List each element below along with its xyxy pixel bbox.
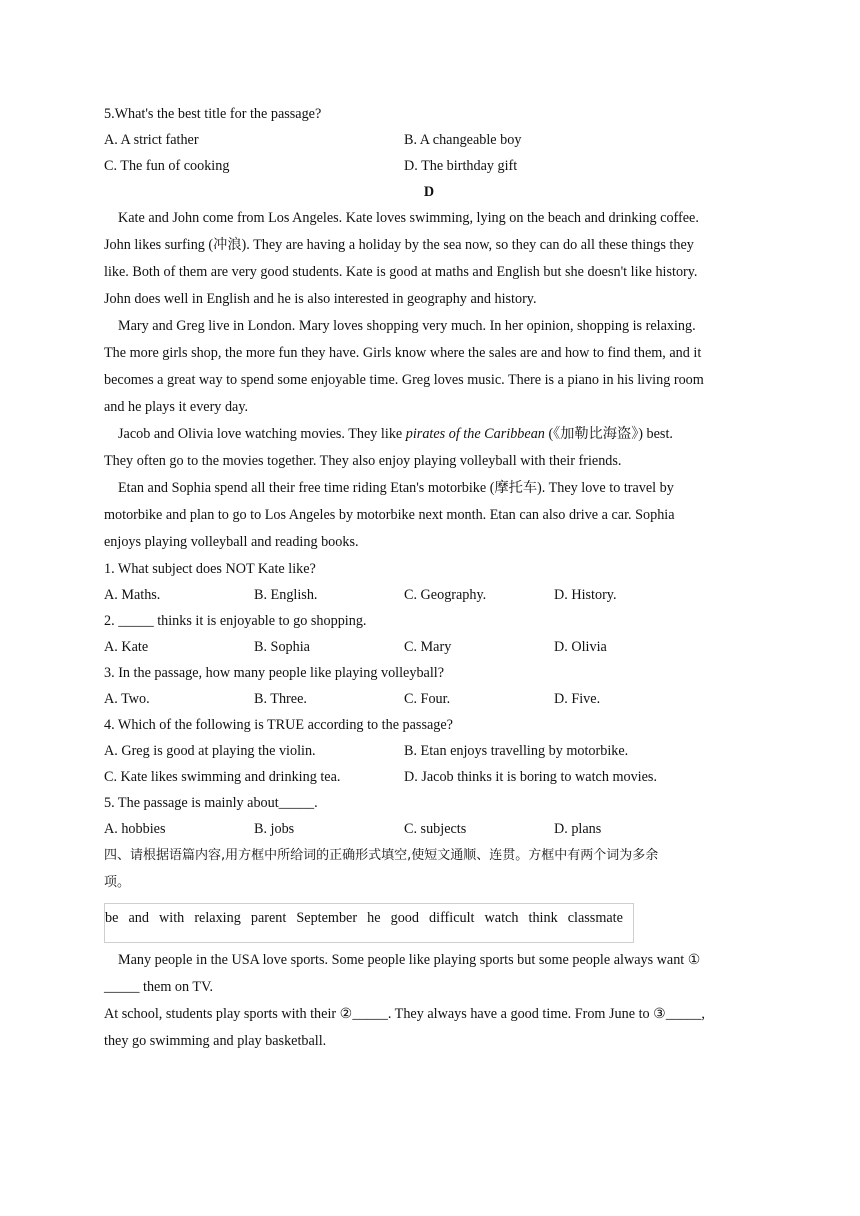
word: difficult xyxy=(429,910,475,926)
question-text: 4. Which of the following is TRUE according to the passage? xyxy=(104,717,453,733)
options-row xyxy=(104,127,754,153)
question-text: 2. _____ thinks it is enjoyable to go shopping. xyxy=(104,613,367,629)
option: C. subjects xyxy=(404,821,467,837)
options-row xyxy=(104,153,754,179)
paragraph xyxy=(104,205,754,313)
option: A. A strict father xyxy=(104,132,199,148)
word: parent xyxy=(250,910,287,926)
word-box xyxy=(104,903,634,943)
section-heading: D xyxy=(423,184,435,200)
paragraph-line: They often go to the movies together. They also enjoy playing volleyball with their friends. xyxy=(104,453,622,469)
option: B. Three. xyxy=(254,691,307,707)
option: B. jobs xyxy=(254,821,295,837)
word: he xyxy=(367,910,381,926)
options-row xyxy=(104,582,754,608)
section-instruction: 四、请根据语篇内容,用方框中所给词的正确形式填空,使短文通顺、连贯。方框中有两个词为多余 xyxy=(104,848,659,863)
option: D. Jacob thinks it is boring to watch movies. xyxy=(404,769,657,785)
italic-title: pirates of the Caribbean xyxy=(405,426,545,442)
question-text: 5. The passage is mainly about_____. xyxy=(104,795,318,811)
option: B. A changeable boy xyxy=(404,132,522,148)
paragraph-line: enjoys playing volleyball and reading books. xyxy=(104,534,359,550)
option: C. Four. xyxy=(404,691,451,707)
option: A. Two. xyxy=(104,691,150,707)
option: C. Geography. xyxy=(404,587,487,603)
option: D. plans xyxy=(554,821,602,837)
options-row xyxy=(104,634,754,660)
option: C. Kate likes swimming and drinking tea. xyxy=(104,769,341,785)
option: D. Five. xyxy=(554,691,601,707)
text-span: (《加勒比海盗》) best. xyxy=(544,426,673,442)
option: B. Etan enjoys travelling by motorbike. xyxy=(404,743,629,759)
paragraph-line xyxy=(104,421,754,448)
paragraph xyxy=(104,421,754,475)
word: September xyxy=(296,910,358,926)
option: A. Kate xyxy=(104,639,149,655)
option: C. The fun of cooking xyxy=(104,158,230,174)
word: and xyxy=(128,910,149,926)
options-row xyxy=(104,738,754,764)
option: A. Greg is good at playing the violin. xyxy=(104,743,316,759)
paragraph-line: becomes a great way to spend some enjoyable time. Greg loves music. There is a piano in his living room xyxy=(104,372,704,388)
paragraph-line: John likes surfing (冲浪). They are having a holiday by the sea now, so they can do all these things they xyxy=(104,237,694,253)
word: with xyxy=(159,910,185,926)
section-instruction: 项。 xyxy=(104,875,131,890)
paragraph-line: Etan and Sophia spend all their free time riding Etan's motorbike (摩托车). They love to travel by xyxy=(118,480,674,496)
paragraph-line: John does well in English and he is also interested in geography and history. xyxy=(104,291,537,307)
question-text: 1. What subject does NOT Kate like? xyxy=(104,561,316,577)
word: watch xyxy=(484,910,519,926)
paragraph-line: Kate and John come from Los Angeles. Kate loves swimming, lying on the beach and drinking coffee. xyxy=(118,210,699,226)
word: be xyxy=(105,910,119,926)
paragraph-line: Mary and Greg live in London. Mary loves shopping very much. In her opinion, shopping is relaxing. xyxy=(118,318,696,334)
option: D. History. xyxy=(554,587,617,603)
paragraph-line: like. Both of them are very good students. Kate is good at maths and English but she doesn't like history. xyxy=(104,264,698,280)
word-list xyxy=(105,910,633,927)
option: D. Olivia xyxy=(554,639,607,655)
option: B. English. xyxy=(254,587,318,603)
paragraph-line: _____ them on TV. xyxy=(104,979,214,995)
paragraph-line: At school, students play sports with their ②_____. They always have a good time. From June to ③_____, xyxy=(104,1006,705,1022)
option: A. hobbies xyxy=(104,821,166,837)
option: B. Sophia xyxy=(254,639,310,655)
word: relaxing xyxy=(194,910,241,926)
document-content xyxy=(104,101,754,1055)
word: think xyxy=(528,910,558,926)
text-span: Jacob and Olivia love watching movies. They like xyxy=(118,426,406,442)
paragraph-line: they go swimming and play basketball. xyxy=(104,1033,327,1049)
option: A. Maths. xyxy=(104,587,161,603)
question-text: 5.What's the best title for the passage? xyxy=(104,106,322,122)
paragraph-line: Many people in the USA love sports. Some people like playing sports but some people always want ① xyxy=(118,952,701,968)
word: classmate xyxy=(567,910,623,926)
options-row xyxy=(104,764,754,790)
paragraph-line: The more girls shop, the more fun they have. Girls know where the sales are and how to find them, and it xyxy=(104,345,702,361)
word: good xyxy=(390,910,419,926)
cloze-passage xyxy=(104,947,754,1055)
paragraph-line: and he plays it every day. xyxy=(104,399,249,415)
paragraph-line: motorbike and plan to go to Los Angeles by motorbike next month. Etan can also drive a car. Sophia xyxy=(104,507,675,523)
options-row xyxy=(104,686,754,712)
option: D. The birthday gift xyxy=(404,158,518,174)
paragraph xyxy=(104,475,754,556)
question-text: 3. In the passage, how many people like playing volleyball? xyxy=(104,665,445,681)
options-row xyxy=(104,816,754,842)
option: C. Mary xyxy=(404,639,452,655)
paragraph xyxy=(104,313,754,421)
